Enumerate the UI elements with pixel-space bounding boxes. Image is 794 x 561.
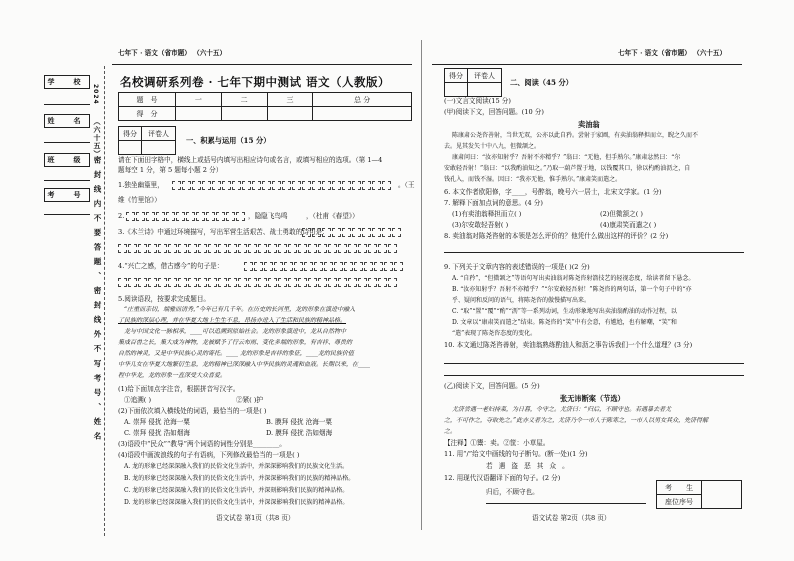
q10-answer-line-1[interactable] — [444, 363, 744, 364]
score-header-cell: 三 — [267, 93, 313, 107]
sub4-option-b[interactable]: B. 龙的形象已经深深融入我们的民俗文化生活中，并深深影响我们的民族的精神品格。 — [124, 475, 355, 482]
sub4-option-c[interactable]: C. 龙的形象已经深深融入我们的民俗文化生活中，并深刻影响我们民族的精神品格。 — [124, 487, 349, 494]
passage-line: 集成百兽之长，集大成为神物，龙被赋予了行云布雨、变化多端的形象，有吉祥、尊贵的 — [118, 339, 353, 346]
q11-sentence[interactable]: 若 遇 盗 恶 其 众 。 — [486, 462, 571, 470]
score-header-cell: 二 — [221, 93, 267, 107]
sub2-option-d[interactable]: D. 膜拜 侵扰 浩如烟海 — [266, 429, 333, 437]
q2-label: 2. — [118, 212, 125, 220]
q9-option-d-cont: “遣”表现了陈尧咨态度的变化。 — [452, 330, 537, 337]
name-label: 姓 名 — [44, 114, 90, 128]
sub1: (1)给下面加点字注音，根据拼音写汉字。 — [118, 385, 240, 393]
score-label-cell: 得 分 — [119, 107, 176, 121]
q1-source: 维《竹里馆》） — [118, 196, 161, 204]
scorer-grader-cell[interactable] — [468, 83, 502, 97]
score-header-cell: 一 — [176, 93, 222, 107]
q7-a[interactable]: (1)有卖油翁释担而立( ) — [452, 210, 522, 218]
score-entry-cell[interactable] — [267, 107, 313, 121]
q1-grid[interactable] — [172, 181, 392, 190]
q9-option-d[interactable]: D. 文章以“康肃笑而遣之”结束。陈尧咨的“笑”中有会意，有尴尬，也有解嘲，“笑”和 — [452, 319, 677, 326]
q7-b[interactable]: (2)但微颔之( ) — [600, 210, 643, 218]
score-entry-cell[interactable] — [313, 107, 412, 121]
q7-c[interactable]: (3)尔安敢轻吾射( ) — [452, 221, 509, 229]
score-entry-cell[interactable] — [221, 107, 267, 121]
passage-line: 自然的神灵，又是中华民族心灵的寄托。____ 龙的形象是吉祥的象征，____龙的民族价值 — [118, 350, 354, 357]
q10-answer-line-2[interactable] — [444, 375, 744, 376]
seat-number-box — [656, 480, 742, 509]
article-title: 卖油翁 — [578, 120, 600, 129]
sub3: (3)语段中“民众”“教导”两个词语的词性分别是________。 — [118, 440, 286, 448]
q12-sentence: 归后，不顾守也。 — [486, 488, 539, 496]
name-blank[interactable] — [44, 142, 90, 143]
q6: 6. 本文作者欧阳修，字____，号醉翁，晚号六一居士，北宋文学家。(1 分) — [444, 188, 662, 196]
section1-intro-2: 题每空 1 分，第 5 题每小题 2 分） — [118, 166, 223, 174]
q2-grid[interactable] — [126, 212, 246, 221]
footer-right: 语文试卷 第2页（共8 页） — [532, 514, 611, 522]
seal-line — [104, 66, 105, 536]
q12-answer-line[interactable] — [486, 503, 646, 504]
q1-suffix: 。（王 — [398, 181, 415, 189]
q9-option-b[interactable]: B. “汝亦知射乎？吾射不亦精乎？”“尔安敢轻吾射！”陈尧咨的两句话，第一个句子中的“亦 — [452, 286, 692, 293]
article-line: 康肃问曰：“汝亦知射乎？吾射不亦精乎？”翁曰：“无他，但手熟尔。”康肃忿然曰：“尔 — [452, 154, 681, 161]
scorer-grader-label: 评卷人 — [142, 127, 176, 141]
article-line: 钱孔入，而钱不湿。因曰：“我亦无他，惟手熟尔。”康肃笑而遣之。 — [444, 176, 622, 183]
q9-option-a[interactable]: A. “自矜”，“但微颔之”等语句写出卖油翁对陈尧咨射箭技艺的轻视态度，给读者留下悬念。 — [452, 275, 695, 282]
q2-source: ，（杜甫《春望》） — [306, 212, 359, 220]
article2-line: 之，不可作之，夺取先之。”此亦义者为之，尤济乃令一市人于陈寒之，一市人以男女其众，先济得解 — [444, 417, 709, 424]
score-table — [118, 92, 412, 121]
passage-line: 龙与中国文化一脉相承，____可以追溯到原始社会。龙的形象演进中，龙从自然物中 — [124, 328, 347, 335]
class-blank[interactable] — [44, 180, 90, 181]
code-vertical: （六十五） — [93, 118, 102, 158]
q4-grid-b[interactable] — [118, 278, 398, 287]
q9-option-c[interactable]: C. “取”“置”“覆”“酌”“沥”等一系列动词，生动形象地写出卖油翁酌油的动作过程，以 — [452, 308, 677, 315]
passage-line: 了民族的深层心理，并在华夏大地上生生不息，昂扬亦进入了生活和民族的精神品格。 — [118, 317, 347, 324]
passage-line: 程中华龙，龙的形象一直深受大众喜爱。 — [118, 372, 227, 379]
part-a-title: (甲)阅读下文，回答问题。(10 分) — [444, 108, 544, 116]
header-rule-right — [432, 64, 742, 65]
q10: 10. 本文通过陈尧咨善射，卖油翁熟练酌油人和沥之事告诉我们一个什么道理？(3 分) — [444, 341, 693, 349]
q7-d[interactable]: (4)康肃笑而遣之( ) — [600, 221, 657, 229]
sub2: (2)下面依次填入横线处的词语，最恰当的一项是( ) — [118, 407, 267, 415]
seal-text: 密 封 线 内 不 要 答 题 、 密 封 线 外 不 写 考 号 、 姓 名 — [93, 156, 102, 442]
scorer-score-cell[interactable] — [119, 141, 142, 155]
part-b-title: (乙)阅读下文，回答问题。(5 分) — [444, 382, 540, 390]
q9: 9. 下列关于文章内容的表述错误的一项是( )(2 分) — [444, 263, 590, 271]
section1-intro-1: 请在下面田字格中，横线上或括号内填写出相应诗句或名言，或填写相应的选项。（第 1—4 — [118, 156, 383, 164]
q9-option-b-cont: 乎、疑问和反问的语气，将陈尧咨的傲慢描写出来。 — [452, 297, 591, 304]
q2-mid: ，隐隐飞鸟鸣 — [248, 212, 288, 220]
q8: 8. 卖油翁对陈尧咨射的本领是怎么评价的？他凭什么做出这样的评价？(2 分) — [444, 232, 669, 240]
seat-label-number: 座位序号 — [657, 495, 702, 509]
score-header-cell: 总 分 — [313, 93, 412, 107]
seat-label-examinee: 考 生 — [657, 481, 702, 495]
sub1-a[interactable]: ①追溯( ) — [124, 396, 152, 404]
passage-line: “庄重而亲切，端雅而清秀，”今年已有几千年。在历史的长河里，龙的形象在演进中融入 — [124, 306, 356, 313]
sub2-option-b[interactable]: B. 膜拜 侵扰 沧海一粟 — [266, 418, 332, 426]
sub4-option-d[interactable]: D. 龙的形象已经深深融入我们的民俗文化生活中，并深深影响我们民族的精神品格。 — [124, 499, 349, 506]
q3-grid-a[interactable] — [302, 228, 402, 237]
class-label: 班 级 — [44, 153, 90, 167]
q8-answer-line[interactable] — [444, 252, 744, 253]
article2-title: 张无讳断案（节选） — [560, 394, 625, 403]
article2-line: 尤济尝遇一老妇持菜，为日暮，令守之。尤济曰：“归后，不顾守也。若遇暴去者尤 — [452, 406, 672, 413]
passage-line: 中华儿女在华夏大地繁衍生息，龙的精神已深深融入中华民族的灵魂和血液。长期以来，在____ — [118, 361, 371, 368]
sub1-b[interactable]: ②紧( )护 — [236, 396, 264, 404]
scorer-score-cell[interactable] — [445, 83, 468, 97]
article2-line: 之。 — [444, 428, 457, 435]
q11: 11. 用“/”给文中画线的句子断句。(断一处)(1 分) — [444, 450, 588, 458]
q3-grid-b[interactable] — [118, 244, 398, 253]
year-vertical: 2024 — [92, 84, 99, 105]
q4-grid-a[interactable] — [244, 262, 404, 271]
scorer-score-label: 得分 — [119, 127, 142, 141]
seat-number-entry[interactable] — [702, 481, 742, 509]
article-line: 安敢轻吾射！”翁曰：“以我酌油知之。”乃取一葫芦置于地，以钱覆其口，徐以杓酌油沥之，自 — [444, 165, 691, 172]
scorer-box-1 — [118, 126, 176, 155]
school-label: 学 校 — [44, 75, 90, 89]
scorer-box-2 — [444, 68, 502, 97]
sub2-option-a[interactable]: A. 崇拜 侵扰 沧海一粟 — [124, 418, 190, 426]
exam-number-blank[interactable] — [44, 214, 90, 215]
sub4: (4)语段中画波浪线的句子有语病，下列修改最恰当的一项是( ) — [118, 451, 300, 459]
sub4-option-a[interactable]: A. 龙的形象已经深深融入我们的民俗文化生活中，并深深影响我们的民族文化生活。 — [124, 463, 349, 470]
header-left: 七年下 · 语文（省市题） （六十五） — [118, 49, 227, 57]
article-line: 去。见其发矢十中八九，但微颔之。 — [444, 143, 541, 150]
q3-text: 3.《木兰诗》中通过环境描写，写出军营生活艰苦、战士勇敢的诗句是： — [118, 228, 329, 236]
sub2-option-c[interactable]: C. 崇拜 侵扰 浩如烟海 — [124, 429, 190, 437]
q7: 7. 解释下面加点词的意思。(4 分) — [444, 199, 543, 207]
q12: 12. 用现代汉语翻译下面的句子。(2 分) — [444, 474, 561, 482]
classical-reading-title: (一)文言文阅读(15 分) — [444, 97, 511, 105]
page-fold — [421, 40, 422, 530]
header-right: 七年下 · 语文（省市题） （六十五） — [618, 49, 727, 57]
exam-title: 名校调研系列卷 · 七年下期中测试 语文（人教版） — [120, 75, 391, 89]
score-entry-cell[interactable] — [176, 107, 222, 121]
school-blank[interactable] — [44, 104, 90, 105]
header-rule-left — [112, 64, 412, 65]
footer-left: 语文试卷 第1页（共8 页） — [216, 514, 295, 522]
q4-text: 4.“兴亡之感，借古感今”的句子是： — [118, 262, 224, 270]
article-line: 陈康肃公尧咨善射，当世无双，公亦以此自矜。尝射于家圃，有卖油翁释担而立，睨之久而不 — [452, 132, 699, 139]
scorer-grader-label: 评卷人 — [468, 69, 502, 83]
exam-number-label: 考 号 — [44, 188, 90, 202]
score-header-cell: 题 号 — [119, 93, 176, 107]
q1-label: 1.独坐幽篁里， — [118, 181, 164, 189]
scorer-score-label: 得分 — [445, 69, 468, 83]
annotation-note: 【注释】①鬻：卖。②筐：小草屋。 — [444, 439, 550, 447]
scorer-grader-cell[interactable] — [142, 141, 176, 155]
section2-title: 二、阅读（45 分） — [510, 78, 573, 87]
q5-title: 5.阅读语段，按要求完成题目。 — [118, 295, 211, 303]
section1-title: 一、积累与运用（15 分） — [186, 136, 271, 145]
